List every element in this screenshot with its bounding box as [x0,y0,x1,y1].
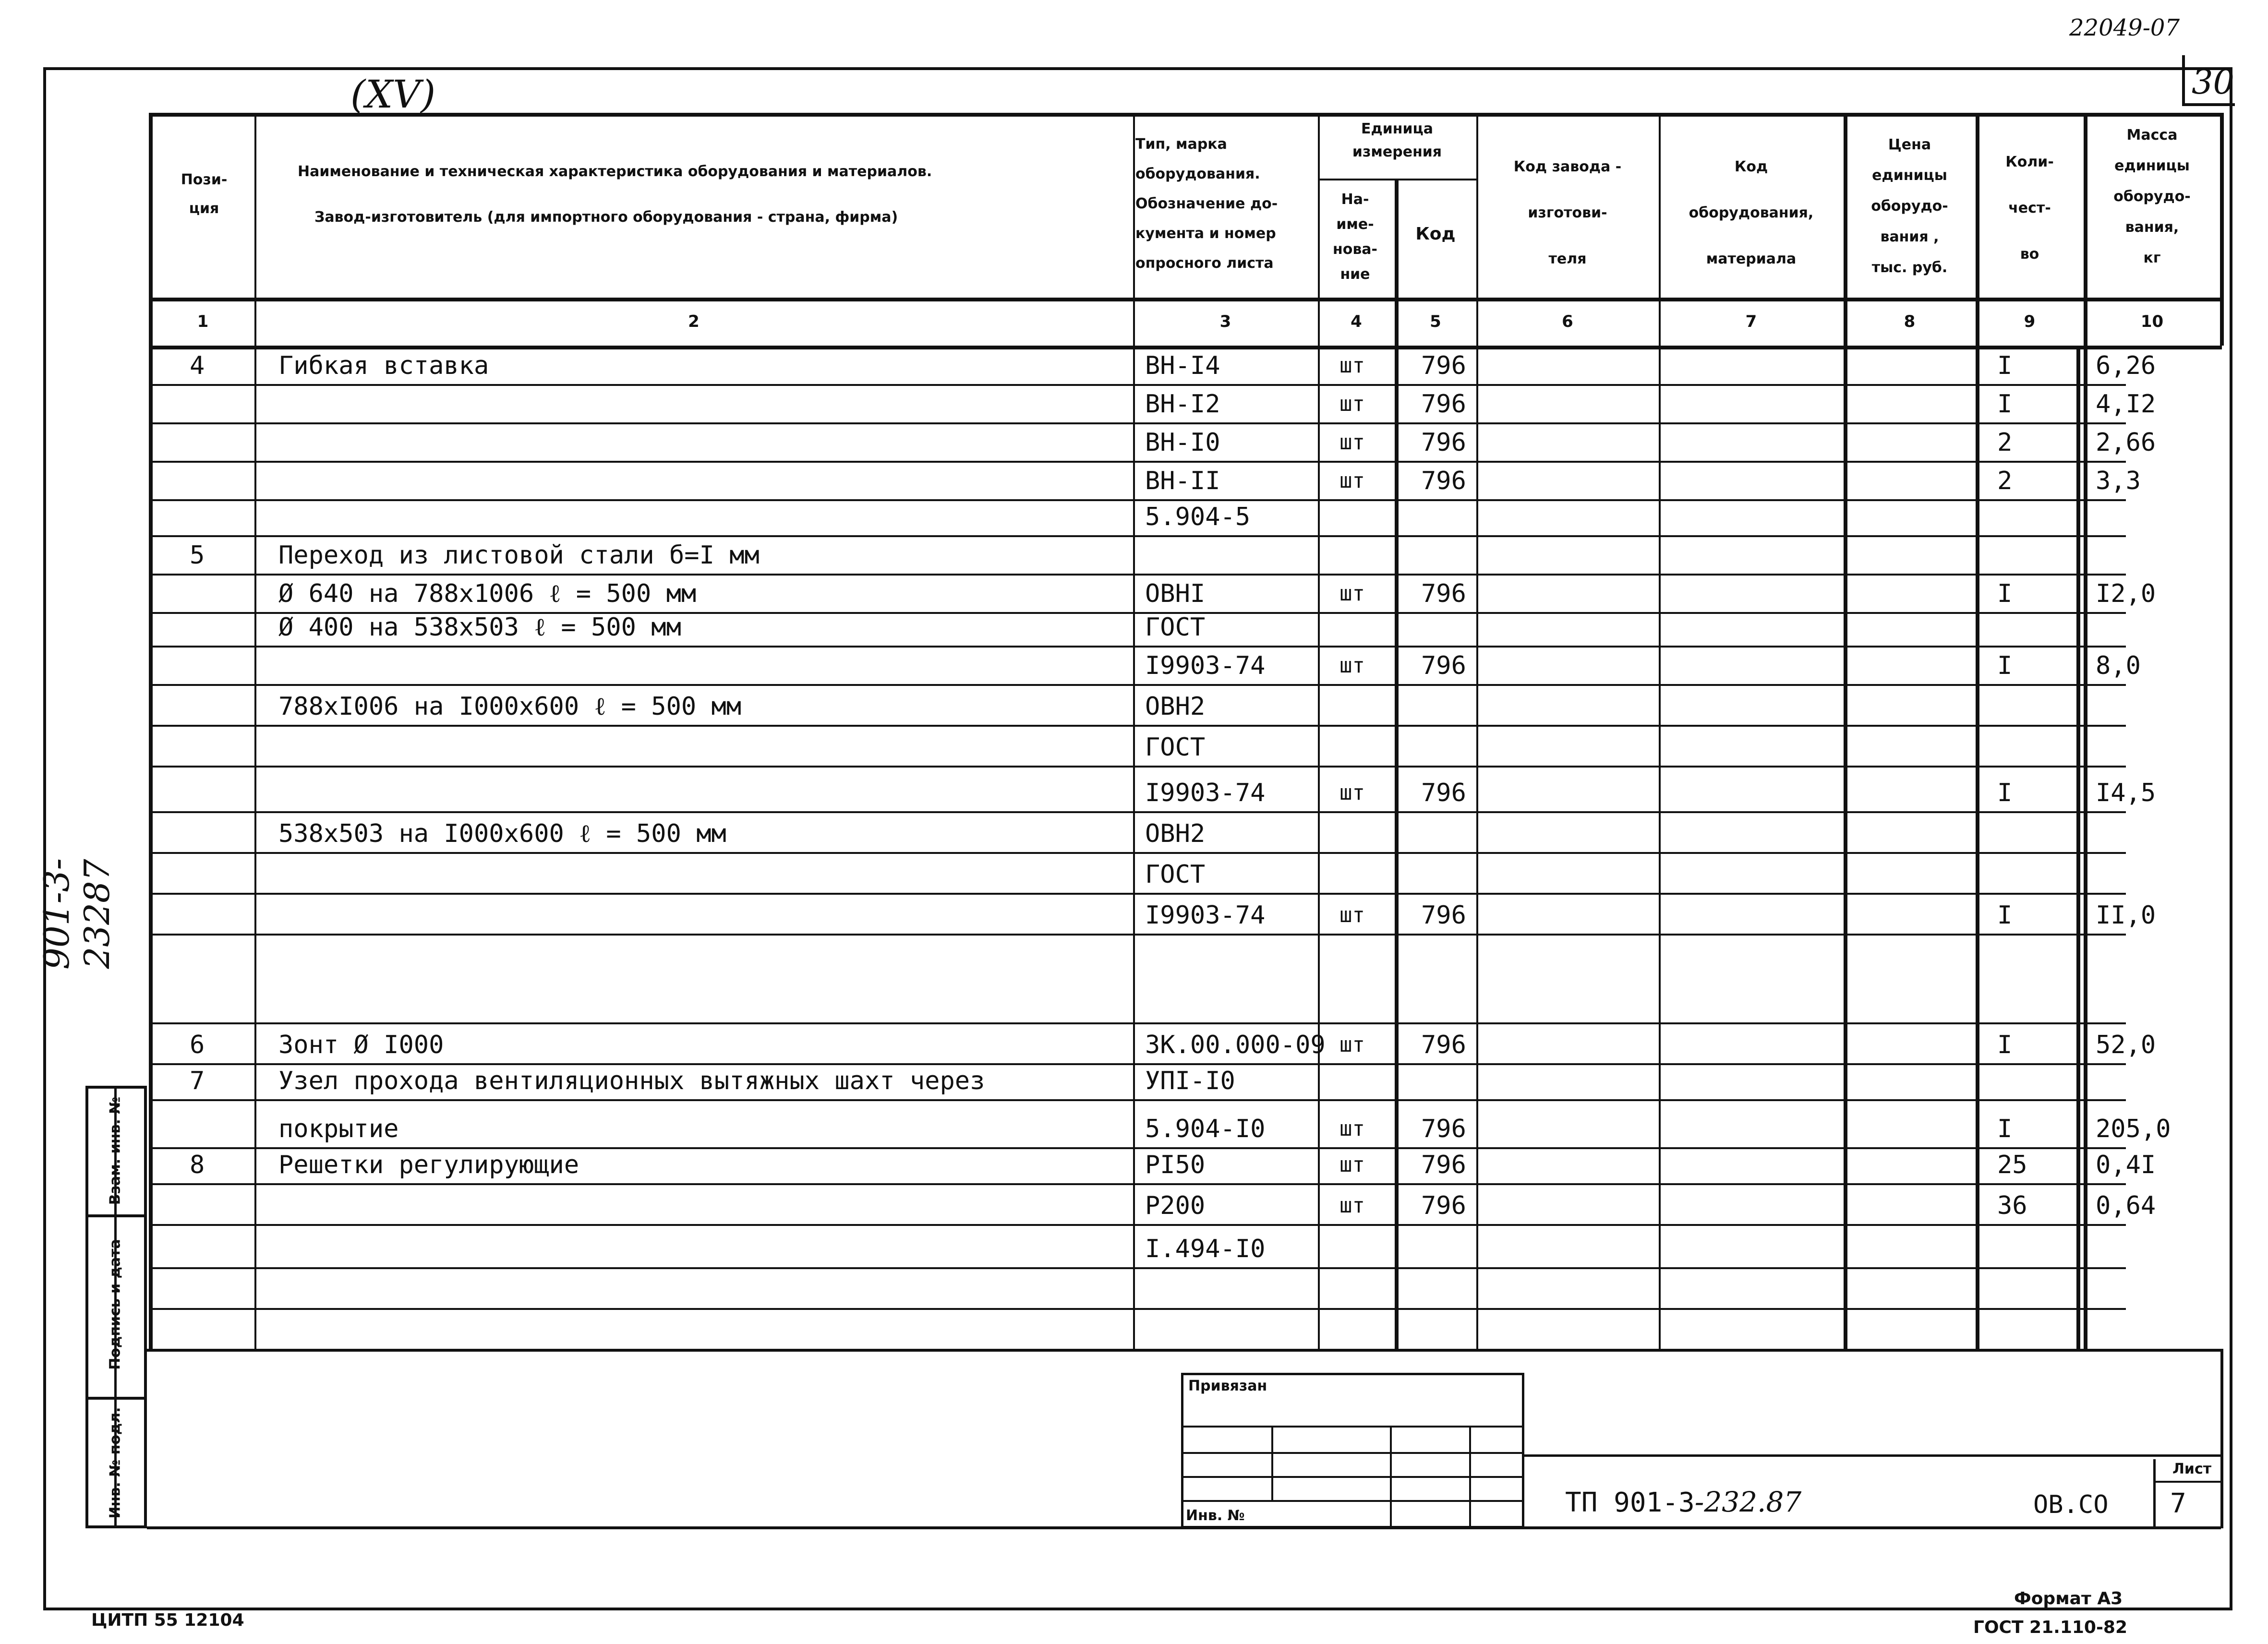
row-line [149,499,2126,501]
header-type-line-5: опросного листа [1135,255,1274,272]
row-line [149,1063,2126,1065]
inv-label: Инв. № [1186,1507,1245,1524]
row-qty: I [1997,1031,2013,1059]
bound-box [1181,1373,1524,1528]
row-line [149,1022,2126,1024]
row-code: 796 [1421,1115,1466,1143]
row-position: 7 [190,1067,205,1095]
header-type-line-2: оборудования. [1135,166,1260,182]
row-qty: 36 [1997,1191,2027,1220]
row-code: 796 [1421,467,1466,495]
row-line [149,934,2126,936]
column-line [1976,113,1979,1351]
column-line [1844,113,1847,1351]
sheet-label: Лист [2172,1461,2212,1477]
colnum-7: 7 [1745,312,1757,331]
row-position: 5 [190,541,205,570]
row-type: ВН-II [1145,467,1220,495]
row-unit: шт [1339,392,1365,416]
row-unit: шт [1339,353,1365,378]
row-type: Р200 [1145,1191,1206,1220]
column-line [1659,113,1661,1351]
row-code: 796 [1421,428,1466,457]
header-equipment-code [1659,144,1844,282]
colnum-5: 5 [1430,312,1441,331]
header-pos-line-1: Пози- [181,171,228,188]
header-mass-line-2: единицы [2114,157,2190,174]
header-mass-line-1: Масса [2126,127,2178,144]
row-type: I.494-I0 [1145,1235,1266,1263]
mark-code: ОВ.СО [2033,1490,2109,1519]
row-line [149,574,2126,576]
row-line [149,422,2126,424]
row-unit: шт [1339,653,1365,678]
row-unit: шт [1339,1152,1365,1177]
colnum-1: 1 [197,312,209,331]
row-type: ВН-I0 [1145,428,1220,457]
column-line [2084,113,2087,1351]
side-stamp-replace: Взам. инв. № [107,1096,124,1205]
row-line [149,1308,2126,1310]
header-factory-code-line-3: теля [1548,251,1587,267]
bound-label: Привязан [1188,1378,1267,1394]
row-name: Ø 640 на 788х1006 ℓ = 500 мм [278,579,697,608]
column-line [1133,113,1135,1351]
doc-number: 22049-07 [2069,14,2180,41]
row-code: 796 [1421,1031,1466,1059]
sheet-number: 7 [2170,1488,2186,1519]
row-name: Переход из листовой стали б=I мм [278,541,760,570]
row-type: I9903-74 [1145,901,1266,930]
row-line [149,852,2126,854]
header-equipment-code-line-1: Код [1734,158,1768,175]
row-code: 796 [1421,390,1466,419]
header-unit-name [1318,187,1392,287]
header-equipment-code-line-3: материала [1706,251,1797,267]
row-code: 796 [1421,1191,1466,1220]
row-mass: 6,26 [2096,351,2156,380]
row-type: I9903-74 [1145,651,1266,680]
colnum-3: 3 [1219,312,1231,331]
column-line [1395,179,1399,1351]
row-mass: 0,4I [2096,1151,2156,1179]
side-stamp-sign: Подпись и дата [107,1239,124,1370]
footer-left: ЦИТП 55 12104 [91,1610,244,1630]
row-name: Ø 400 на 538х503 ℓ = 500 мм [278,613,681,642]
row-qty: I [1997,351,2013,380]
column-line [1318,113,1320,1351]
row-type: I9903-74 [1145,779,1266,807]
row-code: 796 [1421,1151,1466,1179]
row-name: 538х503 на I000х600 ℓ = 500 мм [278,819,726,848]
row-qty: I [1997,390,2013,419]
row-line [149,535,2126,537]
row-line [149,1147,2126,1149]
section-mark: (XV) [350,72,436,117]
row-type: ГОСТ [1145,613,1206,642]
row-position: 8 [190,1151,205,1179]
row-position: 6 [190,1031,205,1059]
row-unit: шт [1339,1193,1365,1218]
row-unit: шт [1339,903,1365,927]
row-unit: шт [1339,581,1365,606]
header-mass [2084,120,2220,274]
row-line [149,893,2126,895]
header-pos [154,166,254,223]
header-type-line-1: Тип, марка [1135,136,1227,153]
colnum-6: 6 [1562,312,1573,331]
header-type-line-3: Обозначение до- [1135,195,1278,212]
row-line [149,684,2126,686]
header-mass-line-3: оборудо- [2113,188,2191,205]
row-type: ГОСТ [1145,733,1206,762]
row-unit: шт [1339,468,1365,493]
row-mass: 52,0 [2096,1031,2156,1059]
designation [1565,1486,1801,1518]
row-line [149,725,2126,727]
header-unit-group [1318,118,1476,164]
header-qty [1976,139,2084,277]
header-unit-name-line-3: нова- [1332,241,1378,258]
row-line [149,1267,2126,1269]
header-type [1135,130,1320,278]
header-bottom-border [149,298,2222,301]
row-qty: I [1997,579,2013,608]
header-equipment-code-line-2: оборудования, [1689,204,1814,221]
header-factory-code-line-1: Код завода - [1513,158,1622,175]
header-unit-name-line-4: ние [1340,266,1370,283]
row-mass: 0,64 [2096,1191,2156,1220]
row-name: покрытие [278,1115,399,1143]
header-price-line-1: Цена [1888,136,1931,153]
row-type: ОВН2 [1145,692,1206,721]
row-line [149,811,2126,813]
header-price [1844,130,1976,283]
row-line [149,766,2126,768]
row-mass: I2,0 [2096,579,2156,608]
header-price-line-5: тыс. руб. [1871,259,1948,276]
row-qty: 25 [1997,1151,2027,1179]
colnum-8: 8 [1904,312,1916,331]
row-qty: 2 [1997,428,2013,457]
header-qty-line-2: чест- [2008,200,2051,216]
row-code: 796 [1421,579,1466,608]
row-name: Гибкая вставка [278,351,489,380]
row-line [149,384,2126,386]
colnum-10: 10 [2140,312,2164,331]
header-qty-line-1: Коли- [2005,154,2054,170]
row-name: Зонт Ø I000 [278,1031,444,1059]
row-qty: I [1997,651,2013,680]
table-top-border [149,113,2222,117]
row-code: 796 [1421,651,1466,680]
row-mass: 4,I2 [2096,390,2156,419]
header-factory-code [1476,144,1659,282]
header-mass-line-4: вания, [2125,219,2179,236]
colnum-4: 4 [1351,312,1362,331]
row-code: 796 [1421,901,1466,930]
row-mass: I4,5 [2096,779,2156,807]
side-stamp-inv: Инв. № подл. [107,1407,124,1519]
column-line [254,113,256,1351]
row-mass: 205,0 [2096,1115,2171,1143]
header-unit-code: Код [1415,224,1456,244]
row-type: УПI-I0 [1145,1067,1235,1095]
numbers-bottom-border [149,346,2222,349]
row-unit: шт [1339,1032,1365,1057]
row-qty: I [1997,901,2013,930]
row-type: ЗК.00.000-09 [1145,1031,1326,1059]
side-code: 901-3-23287 [36,858,117,970]
row-type: ВН-I2 [1145,390,1220,419]
row-position: 4 [190,351,205,380]
row-line [149,1183,2126,1185]
header-price-line-4: вания , [1880,228,1939,245]
header-name [298,163,1114,226]
row-code: 796 [1421,351,1466,380]
header-name-line-2: Завод-изготовитель (для импортного оборудования - страна, фирма) [314,209,898,226]
table-right-border [2220,113,2224,346]
row-type: РI50 [1145,1151,1206,1179]
header-name-line-1: Наименование и техническая характеристика оборудования и материалов. [298,163,932,180]
header-unit-group-line-2: измерения [1352,144,1442,160]
sheet-corner-number: 30 [2192,62,2235,102]
row-line [149,461,2126,463]
designation-prefix: ТП 901-3 [1565,1487,1695,1518]
header-unit-name-line-2: име- [1336,216,1374,233]
row-mass: 3,3 [2096,467,2141,495]
colnum-2: 2 [688,312,700,331]
row-qty: I [1997,779,2013,807]
row-qty: I [1997,1115,2013,1143]
header-factory-code-line-2: изготови- [1528,204,1607,221]
row-unit: шт [1339,430,1365,455]
header-pos-line-2: ция [189,200,219,217]
footer-gost: ГОСТ 21.110-82 [1973,1618,2128,1637]
colnum-9: 9 [2024,312,2036,331]
row-type: 5.904-5 [1145,503,1251,531]
row-unit: шт [1339,780,1365,805]
row-type: ГОСТ [1145,860,1206,889]
row-name: Узел прохода вентиляционных вытяжных шахт через [278,1067,985,1095]
row-code: 796 [1421,779,1466,807]
row-qty: 2 [1997,467,2013,495]
row-name: Решетки регулирующие [278,1151,579,1179]
row-line [149,1224,2126,1226]
qty-right-line [2076,346,2080,1351]
header-qty-line-3: во [2020,246,2039,263]
header-price-line-2: единицы [1872,167,1947,184]
footer-format: Формат А3 [2014,1589,2123,1608]
row-type: ВН-I4 [1145,351,1220,380]
row-type: 5.904-I0 [1145,1115,1266,1143]
row-mass: II,0 [2096,901,2156,930]
row-type: ОВН2 [1145,819,1206,848]
row-mass: 8,0 [2096,651,2141,680]
row-type: ОВНI [1145,579,1206,608]
row-mass: 2,66 [2096,428,2156,457]
row-unit: шт [1339,1116,1365,1141]
header-type-line-4: кумента и номер [1135,225,1276,242]
header-unit-name-line-1: На- [1341,191,1369,208]
designation-hand: -232.87 [1694,1486,1802,1518]
header-unit-group-line-1: Единица [1361,120,1433,137]
header-mass-line-5: кг [2143,250,2161,266]
row-line [149,1099,2126,1101]
row-name: 788хI006 на I000х600 ℓ = 500 мм [278,692,742,721]
row-line [149,646,2126,648]
header-price-line-3: оборудо- [1871,198,1948,215]
column-line [1476,113,1478,1351]
